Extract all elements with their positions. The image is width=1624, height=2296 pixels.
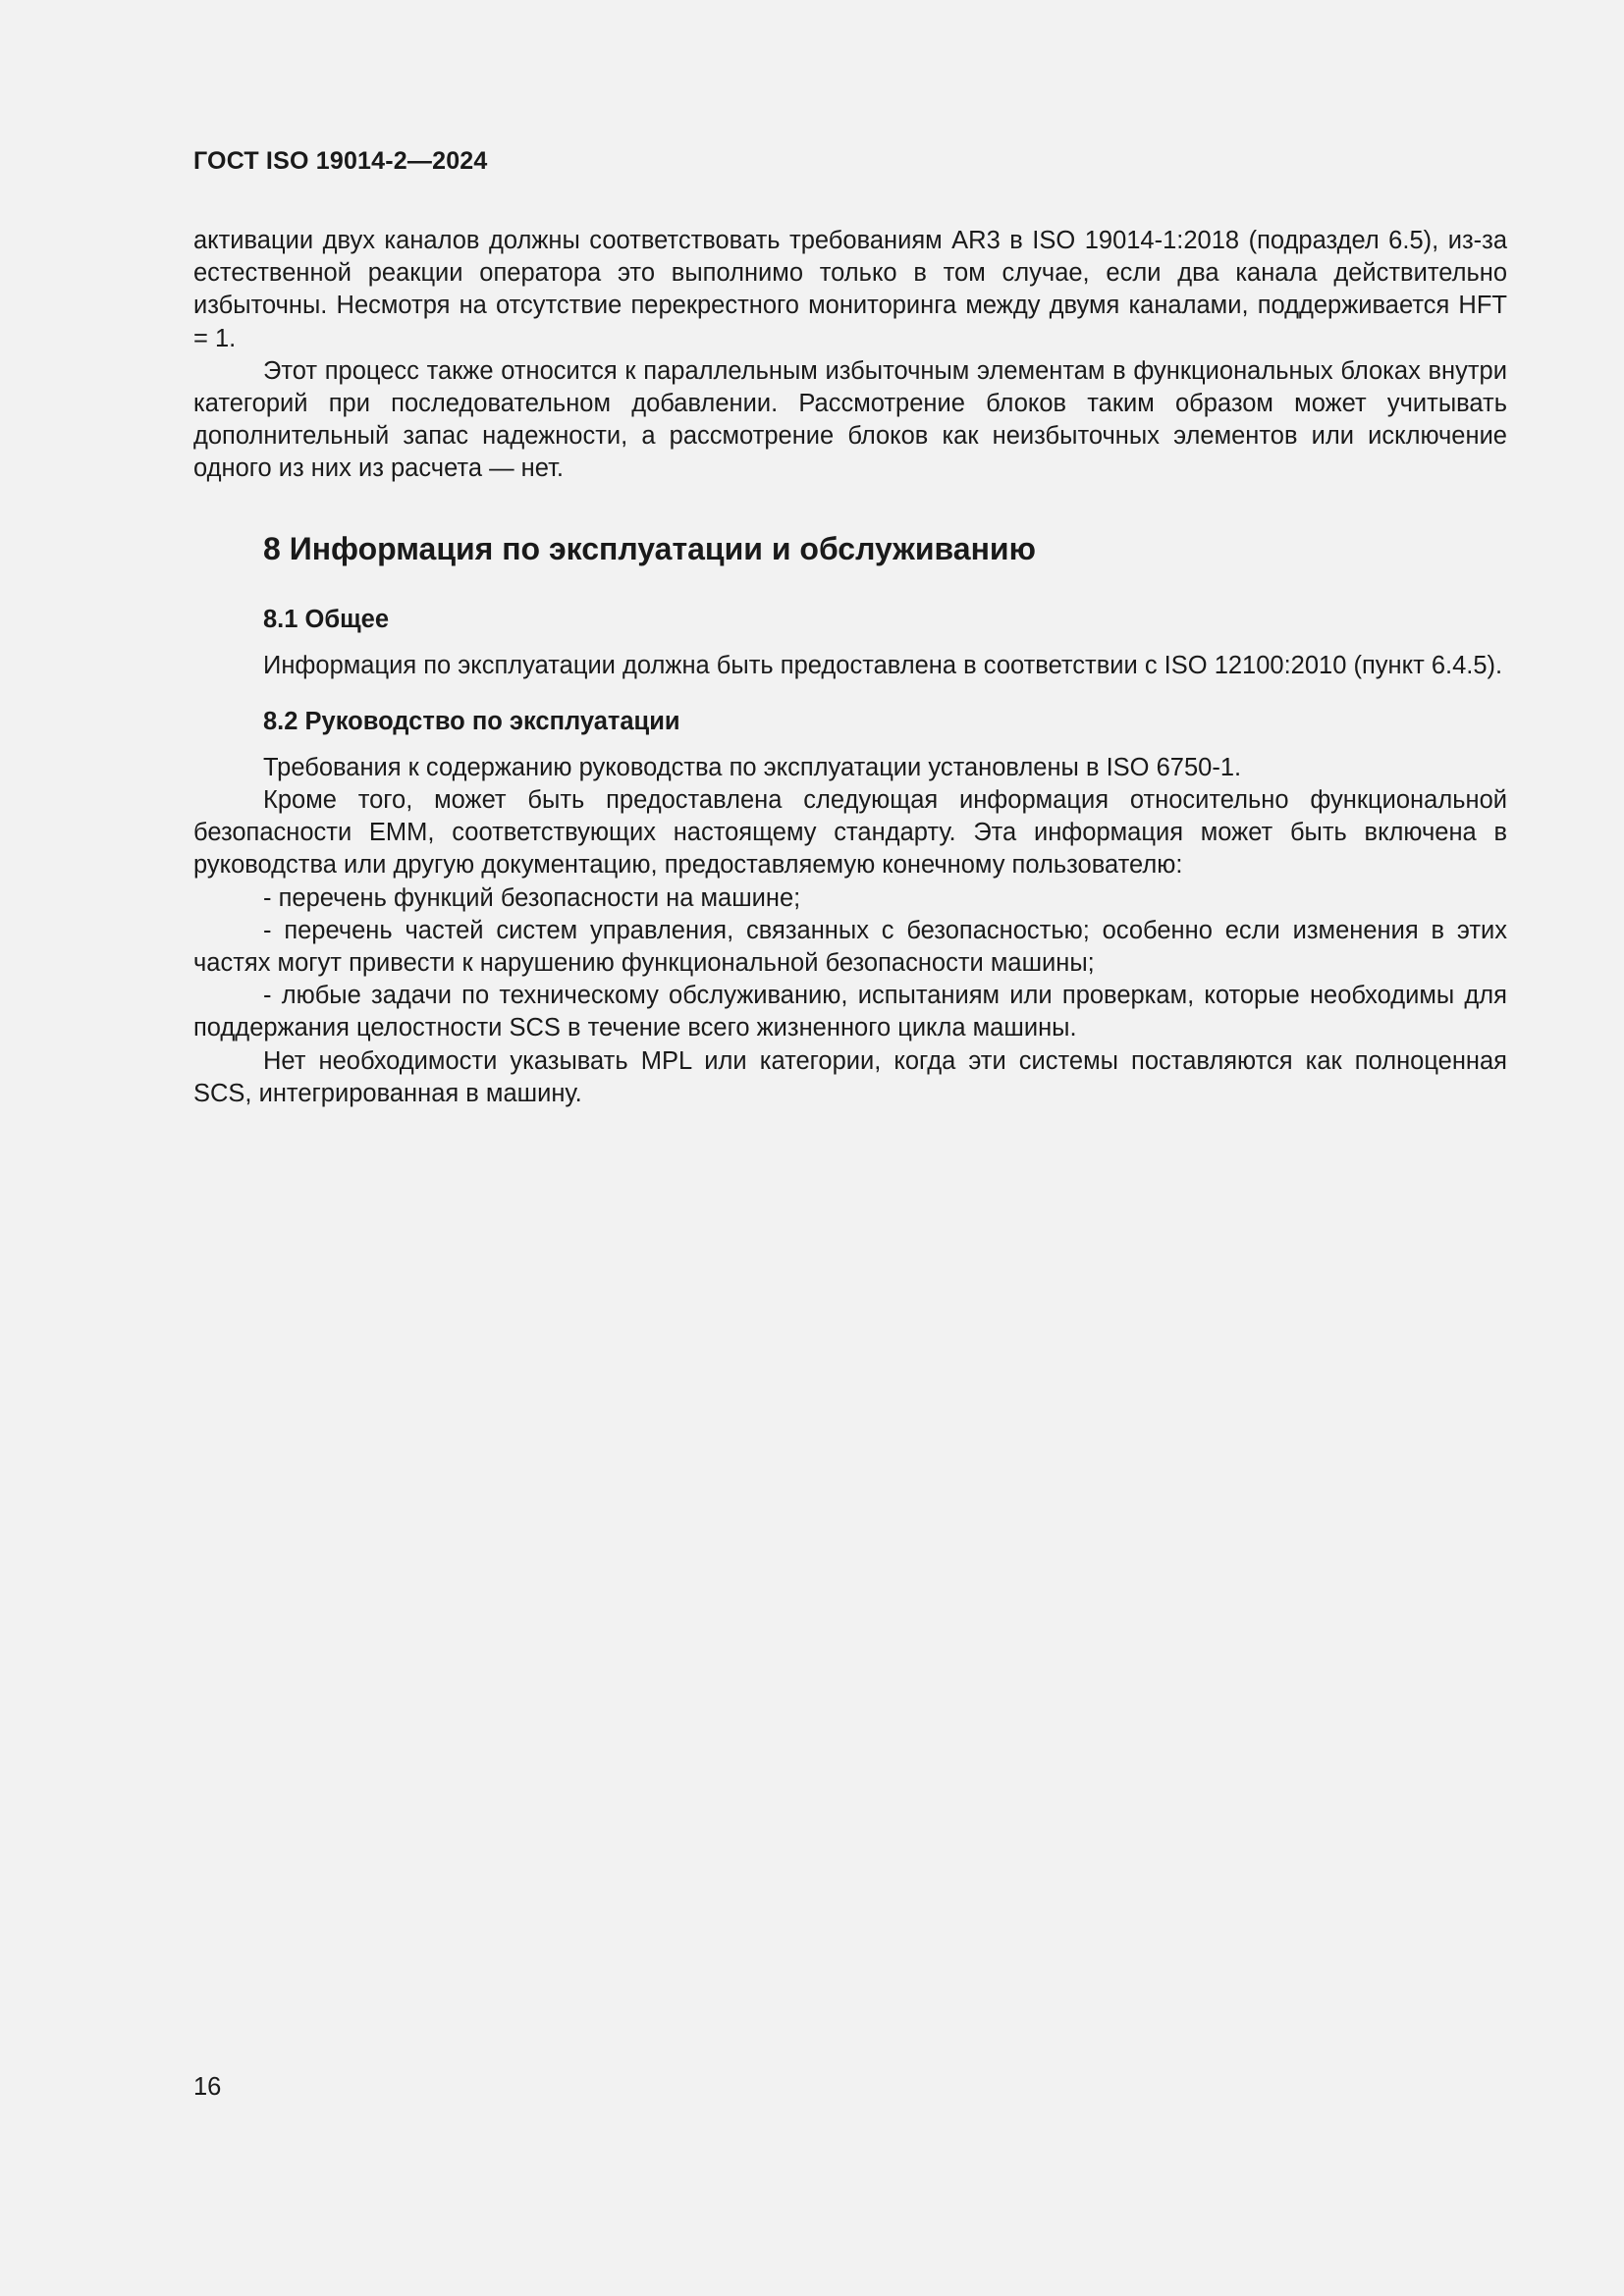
list-item: - любые задачи по техническому обслуживанию, испытаниям или проверкам, которые необходимы для поддержания целостности SCS в течение всего жизненного цикла машины. [193,982,1507,1042]
intro-paragraph-2: Этот процесс также относится к параллельным избыточным элементам в функциональных блоках внутри категорий при последовательном добавлении. Рассмотрение блоков таким образом может учитывать дополнительный запас надежности, а рассмотрение блоков как неизбыточных элементов или исключение одного из них из расчета — нет. [193,356,1507,483]
document-page [193,0,1507,2296]
subsection-8-2-paragraph-3: Нет необходимости указывать MPL или категории, когда эти системы поставляются как полноценная SCS, интегрированная в машину. [193,1046,1507,1107]
subsection-8-2-paragraph-2: Кроме того, может быть предоставлена следующая информация относительно функциональной безопасности EMM, соответствующих настоящему стандарту. Эта информация может быть включена в руководства или другую документацию, предоставляемую конечному пользователю: [193,786,1507,880]
subsection-8-1-heading: 8.1 Общее [263,605,389,633]
subsection-8-1-paragraph: Информация по эксплуатации должна быть предоставлена в соответствии с ISO 12100:2010 (пункт 6.4.5). [263,651,1503,679]
subsection-8-2-heading: 8.2 Руководство по эксплуатации [263,707,680,735]
document-header: ГОСТ ISO 19014-2—2024 [193,147,488,175]
list-item: - перечень функций безопасности на машине; [263,883,801,912]
list-item: - перечень частей систем управления, связанных с безопасностью; особенно если изменения в этих частях могут привести к нарушению функциональной безопасности машины; [193,916,1507,978]
page-number: 16 [193,2073,222,2101]
intro-paragraph-1: активации двух каналов должны соответствовать требованиям AR3 в ISO 19014-1:2018 (подраздел 6.5), из-за естественной реакции оператора это выполнимо только в том случае, если два канала действительно избыточны. Несмотря на отсутствие перекрестного мониторинга между двумя каналами, поддерживается HFT = 1. [193,227,1507,352]
section-8-heading: 8 Информация по эксплуатации и обслуживанию [263,530,1036,566]
document-body [193,225,1507,1110]
subsection-8-2-paragraph-1: Требования к содержанию руководства по эксплуатации установлены в ISO 6750-1. [263,753,1242,781]
